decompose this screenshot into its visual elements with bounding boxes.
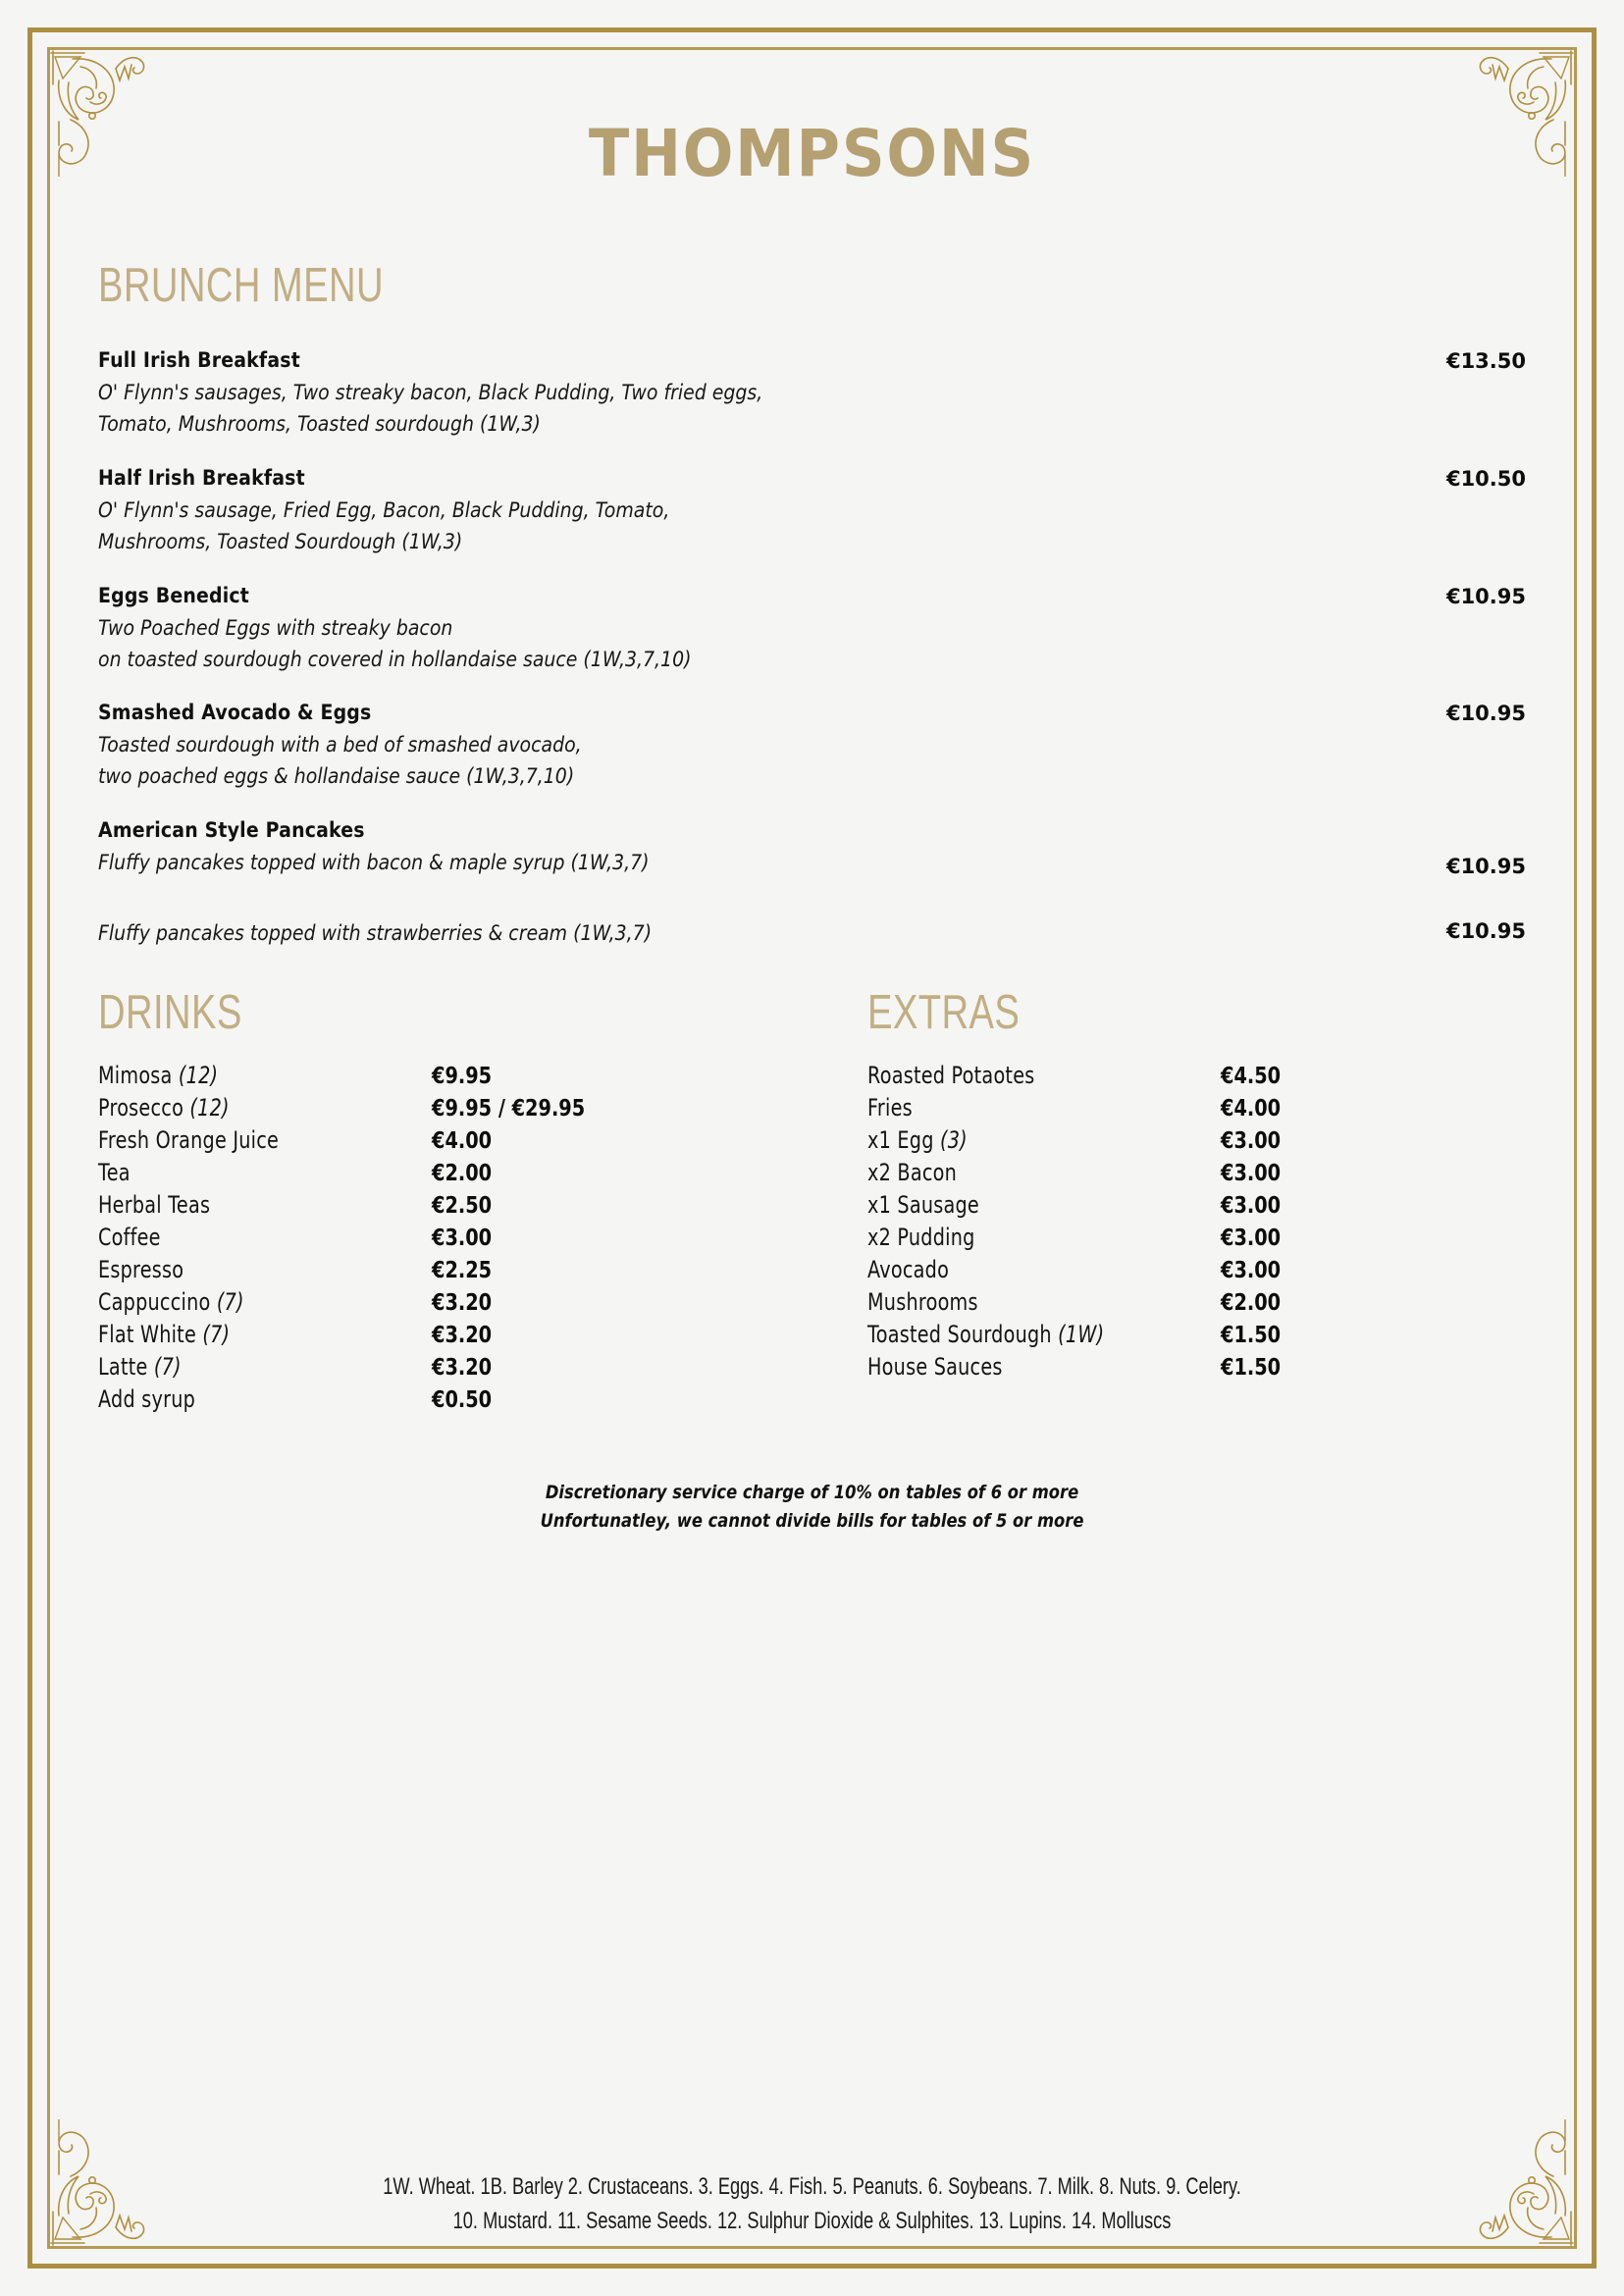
service-note-line-1: Discretionary service charge of 10% on tables of 6 or more	[545, 1482, 1079, 1504]
extra-name	[867, 1353, 1150, 1381]
extra-price: €3.00	[1220, 1128, 1281, 1155]
extra-price: €1.50	[1220, 1323, 1281, 1349]
list-item	[867, 1256, 1527, 1283]
drink-price: €4.00	[432, 1128, 493, 1155]
list-item	[867, 1321, 1527, 1348]
extra-label: Roasted Potaotes	[866, 1062, 1034, 1090]
extra-label: Fries	[866, 1094, 913, 1122]
extra-name	[867, 1224, 1150, 1251]
drink-label: Mimosa	[98, 1062, 179, 1090]
dish-info	[98, 466, 1398, 558]
list-item	[98, 1062, 812, 1089]
list-item	[98, 1321, 812, 1348]
dish-row	[98, 701, 1526, 793]
extra-name	[867, 1062, 1150, 1089]
dish-description-line: O' Flynn's sausage, Fried Egg, Bacon, Black Pudding, Tomato,	[98, 497, 670, 522]
dish-name: Eggs Benedict	[98, 583, 249, 608]
list-item	[98, 1288, 812, 1316]
dish-info	[98, 701, 1398, 793]
dish-price: €10.50	[1445, 466, 1526, 491]
extra-price: €3.00	[1220, 1258, 1281, 1284]
extra-price: €2.00	[1220, 1290, 1281, 1317]
drink-allergen: (7)	[216, 1288, 244, 1317]
drink-label: Latte	[98, 1353, 154, 1382]
list-item	[98, 1094, 812, 1122]
drink-price: €9.95 / €29.95	[432, 1096, 586, 1122]
drink-price: €0.50	[432, 1387, 493, 1414]
dish-row	[98, 466, 1526, 558]
list-item	[98, 1256, 812, 1283]
service-note-line-2: Unfortunatley, we cannot divide bills for tables of 5 or more	[540, 1509, 1084, 1532]
extra-name	[867, 1321, 1150, 1348]
drink-label: Tea	[98, 1159, 131, 1187]
drink-price: €3.00	[432, 1226, 493, 1252]
drinks-column	[98, 985, 812, 1418]
drink-allergen: (12)	[189, 1094, 230, 1122]
list-item	[867, 1224, 1527, 1251]
list-item	[98, 1126, 812, 1154]
dish-price: €10.95	[1445, 855, 1526, 879]
dish-price: €10.95	[1445, 702, 1526, 726]
extra-price: €3.00	[1220, 1161, 1281, 1187]
dish-price: €13.50	[1445, 349, 1526, 373]
allergen-line-1: 1W. Wheat. 1B. Barley 2. Crustaceans. 3. Eggs. 4. Fish. 5. Peanuts. 6. Soybeans. 7. Milk. 8. Nuts. 9. Celery.	[383, 2173, 1241, 2201]
extra-label: x2 Pudding	[866, 1224, 975, 1252]
dish-description-line: O' Flynn's sausages, Two streaky bacon, Black Pudding, Two fried eggs,	[98, 381, 763, 404]
extra-name	[867, 1256, 1150, 1283]
extra-name	[867, 1126, 1150, 1154]
allergen-key-footer	[49, 2170, 1575, 2239]
dish-description-line: two poached eggs & hollandaise sauce (1W,3,7,10)	[98, 764, 575, 789]
extra-price: €1.50	[1220, 1355, 1281, 1382]
drink-name	[98, 1159, 365, 1186]
dish-row	[98, 348, 1526, 441]
drink-allergen: (12)	[178, 1062, 219, 1090]
list-item	[98, 1353, 812, 1381]
drink-name	[98, 1094, 365, 1122]
drink-label: Flat White	[98, 1321, 203, 1349]
drink-name	[98, 1321, 365, 1348]
drink-price: €3.20	[432, 1355, 493, 1382]
extra-label: x1 Egg	[866, 1126, 940, 1155]
list-item	[867, 1288, 1527, 1316]
dish-name: Half Irish Breakfast	[98, 465, 305, 491]
extra-allergen: (3)	[939, 1126, 968, 1155]
dish-description-line: Tomato, Mushrooms, Toasted sourdough (1W,3)	[98, 411, 541, 436]
extra-label: x1 Sausage	[866, 1191, 979, 1220]
section-title-drinks: DRINKS	[98, 986, 242, 1040]
dish-name: American Style Pancakes	[98, 818, 365, 844]
drink-name	[98, 1191, 365, 1219]
drink-label: Prosecco	[98, 1094, 190, 1122]
dish-info	[98, 818, 1398, 879]
section-title-brunch: BRUNCH MENU	[98, 259, 384, 312]
extra-price: €3.00	[1220, 1226, 1281, 1252]
dish-description-line: on toasted sourdough covered in hollandaise sauce (1W,3,7,10)	[98, 647, 692, 671]
drink-name	[98, 1062, 365, 1089]
dish-info	[98, 584, 1398, 676]
extra-name	[867, 1191, 1150, 1219]
drink-allergen: (7)	[202, 1321, 231, 1349]
extra-label: Toasted Sourdough	[866, 1321, 1058, 1349]
dish-description-line: Fluffy pancakes topped with strawberries & cream (1W,3,7)	[98, 921, 653, 946]
list-item	[98, 1224, 812, 1251]
drink-price: €3.20	[432, 1290, 493, 1317]
dish-description-line: Fluffy pancakes topped with bacon & maple syrup (1W,3,7)	[98, 851, 650, 875]
dish-name: Smashed Avocado & Eggs	[98, 701, 372, 726]
drink-name	[98, 1256, 365, 1283]
drink-label: Add syrup	[98, 1385, 196, 1414]
menu-content	[98, 69, 1526, 2227]
dish-info	[98, 348, 1398, 441]
extra-allergen: (1W)	[1057, 1321, 1104, 1349]
drink-allergen: (7)	[153, 1353, 182, 1382]
drink-label: Herbal Teas	[98, 1191, 211, 1220]
extra-label: Mushrooms	[866, 1288, 978, 1317]
extra-price: €4.50	[1220, 1064, 1281, 1090]
service-charge-note	[98, 1479, 1526, 1535]
drink-price: €2.00	[432, 1161, 493, 1187]
extra-label: House Sauces	[866, 1353, 1003, 1382]
list-item	[98, 1191, 812, 1219]
drink-label: Coffee	[98, 1224, 161, 1252]
drink-name	[98, 1126, 365, 1154]
list-item	[867, 1126, 1527, 1154]
brunch-dish-list	[98, 348, 1526, 950]
list-item	[867, 1191, 1527, 1219]
drink-name	[98, 1385, 365, 1413]
restaurant-brand-title: THOMPSONS	[588, 116, 1036, 191]
drinks-extras-columns	[98, 985, 1526, 1418]
extra-price: €4.00	[1220, 1096, 1281, 1122]
drink-price: €3.20	[432, 1323, 493, 1349]
drink-label: Espresso	[98, 1256, 184, 1284]
extras-column	[812, 985, 1527, 1418]
list-item	[867, 1094, 1527, 1122]
list-item	[867, 1062, 1527, 1089]
drink-name	[98, 1288, 365, 1316]
drink-name	[98, 1353, 365, 1381]
dish-row	[98, 918, 1526, 950]
list-item	[98, 1159, 812, 1186]
drink-price: €2.25	[432, 1258, 493, 1284]
allergen-line-2: 10. Mustard. 11. Sesame Seeds. 12. Sulphur Dioxide & Sulphites. 13. Lupins. 14. Molluscs	[452, 2208, 1172, 2235]
dish-name: Full Irish Breakfast	[98, 348, 300, 373]
dish-info	[98, 918, 1398, 950]
extra-price: €3.00	[1220, 1193, 1281, 1220]
list-item	[867, 1159, 1527, 1186]
drink-price: €9.95	[432, 1064, 493, 1090]
drink-label: Fresh Orange Juice	[98, 1126, 280, 1155]
dish-description-line: Two Poached Eggs with streaky bacon	[98, 615, 453, 640]
dish-row	[98, 584, 1526, 676]
section-title-extras: EXTRAS	[866, 986, 1020, 1040]
extra-label: Avocado	[866, 1256, 949, 1284]
dish-description-line: Toasted sourdough with a bed of smashed avocado,	[98, 733, 582, 757]
list-item	[98, 1385, 812, 1413]
extra-label: x2 Bacon	[866, 1159, 957, 1187]
dish-description-line: Mushrooms, Toasted Sourdough (1W,3)	[98, 529, 463, 553]
drink-label: Cappuccino	[98, 1288, 217, 1317]
dish-price: €10.95	[1445, 584, 1526, 608]
dish-price: €10.95	[1445, 919, 1526, 944]
drink-name	[98, 1224, 365, 1251]
extra-name	[867, 1288, 1150, 1316]
list-item	[867, 1353, 1527, 1381]
drink-price: €2.50	[432, 1193, 493, 1220]
extra-name	[867, 1094, 1150, 1122]
extra-name	[867, 1159, 1150, 1186]
dish-row	[98, 818, 1526, 879]
